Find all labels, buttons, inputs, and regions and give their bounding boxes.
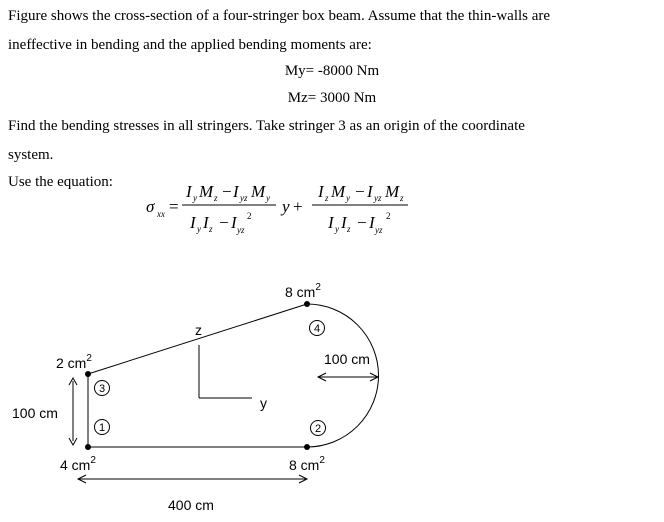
- svg-text:2: 2: [386, 211, 391, 221]
- area-label-stringer-3: 2 cm: [56, 355, 87, 371]
- area-label-stringer-2: 8 cm: [289, 457, 320, 473]
- svg-text:I: I: [369, 213, 375, 232]
- svg-text:M: M: [385, 182, 400, 201]
- svg-text:z: z: [347, 224, 351, 234]
- svg-text:xx: xx: [157, 209, 165, 219]
- svg-text:8 cm2: [289, 455, 325, 473]
- svg-text:yz: yz: [237, 225, 245, 235]
- svg-text:I: I: [318, 182, 324, 201]
- svg-text:y: y: [282, 197, 290, 216]
- area-exp-1: 2: [90, 455, 96, 466]
- svg-text:yz: yz: [375, 225, 383, 235]
- svg-text:z: z: [325, 193, 329, 203]
- stringer-1-dot: [85, 444, 91, 450]
- area-exp-2: 2: [319, 455, 325, 466]
- svg-text:I: I: [233, 182, 239, 201]
- area-label-stringer-1: 4 cm: [60, 457, 91, 473]
- paragraph-line-1: Figure shows the cross-section of a four-stringer box beam. Assume that the thin-walls are: [8, 8, 551, 24]
- svg-text:=: =: [169, 197, 179, 216]
- svg-text:2 cm2: [56, 353, 92, 371]
- moment-my: My= -8000 Nm: [284, 63, 380, 79]
- area-label-stringer-4: 8 cm: [285, 284, 316, 300]
- svg-text:−: −: [355, 182, 365, 201]
- svg-text:+: +: [293, 197, 303, 216]
- svg-text:z: z: [214, 193, 218, 203]
- svg-text:σ: σ: [146, 197, 155, 216]
- svg-text:I: I: [328, 213, 334, 232]
- height-dimension-label: 100 cm: [12, 405, 58, 421]
- svg-text:y: y: [266, 193, 270, 203]
- svg-text:M: M: [331, 182, 346, 201]
- top-web-line: [88, 304, 307, 374]
- area-exp-4: 2: [315, 282, 321, 293]
- stringer-4-number: 4: [313, 323, 321, 335]
- svg-text:z: z: [400, 193, 404, 203]
- axis-z-label: z: [195, 322, 202, 338]
- svg-text:I: I: [341, 213, 347, 232]
- svg-text:y: y: [197, 224, 201, 234]
- radius-dimension-label: 100 cm: [324, 351, 370, 367]
- svg-text:−: −: [222, 182, 232, 201]
- paragraph-line-4: system.: [8, 147, 54, 163]
- stringer-1-number: 1: [98, 422, 106, 434]
- svg-text:M: M: [251, 182, 266, 201]
- paragraph-line-5: Use the equation:: [8, 174, 113, 190]
- svg-text:M: M: [199, 182, 214, 201]
- svg-text:y: y: [193, 193, 197, 203]
- stringer-3-number: 3: [98, 383, 106, 395]
- stringer-4-dot: [304, 301, 310, 307]
- svg-text:4 cm2: [60, 455, 96, 473]
- svg-text:I: I: [190, 213, 196, 232]
- paragraph-line-2: ineffective in bending and the applied bending moments are:: [8, 37, 372, 53]
- svg-text:yz: yz: [240, 193, 248, 203]
- svg-text:8 cm2: [285, 282, 321, 300]
- svg-text:yz: yz: [374, 193, 382, 203]
- area-exp-3: 2: [86, 353, 92, 364]
- svg-text:y: y: [346, 193, 350, 203]
- svg-text:−: −: [219, 213, 229, 232]
- svg-text:2: 2: [247, 211, 252, 221]
- axis-y-label: y: [260, 395, 267, 411]
- svg-text:I: I: [186, 182, 192, 201]
- stringer-2-number: 2: [314, 423, 322, 435]
- svg-text:I: I: [203, 213, 209, 232]
- svg-text:I: I: [367, 182, 373, 201]
- svg-text:I: I: [231, 213, 237, 232]
- stringer-2-dot: [304, 444, 310, 450]
- stringer-3-dot: [85, 371, 91, 377]
- svg-text:y: y: [335, 224, 339, 234]
- svg-text:z: z: [209, 224, 213, 234]
- svg-text:−: −: [357, 213, 367, 232]
- paragraph-line-3: Find the bending stresses in all stringers. Take stringer 3 as an origin of the coordinate: [8, 118, 525, 134]
- width-dimension-label: 400 cm: [168, 497, 214, 513]
- moment-mz: Mz= 3000 Nm: [287, 90, 377, 106]
